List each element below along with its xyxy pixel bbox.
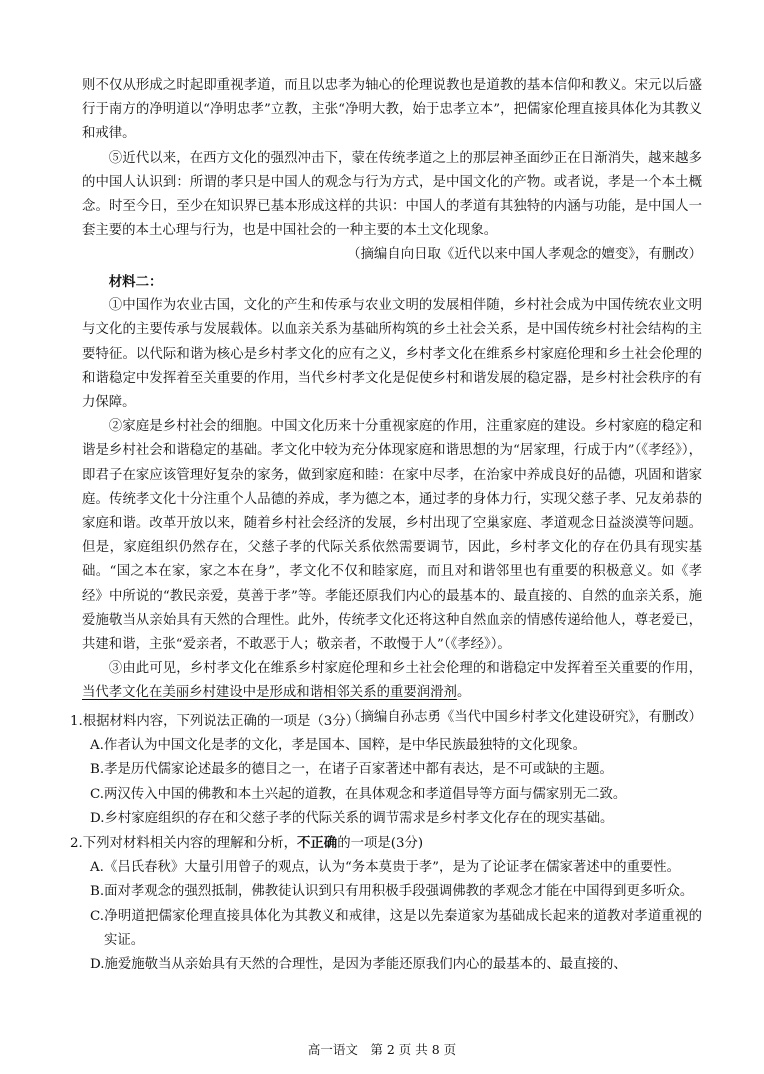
underlined-sentence: 当代孝文化在美丽乡村建设中是形成和谐相邻关系的重要润滑剂 [82,685,457,701]
paragraph-4-continued: 则不仅从形成之时起即重视孝道，而且以忠孝为轴心的伦理说教也是道教的基本信仰和教义。宋元以后盛行于南方的净明道以“净明忠孝”立教，主张“净明大教，始于忠孝立本”，把儒家伦理直接具体化为其教义和戒律。 [82,78,702,142]
option-d[interactable]: D.乡村家庭组织的存在和父慈子孝的代际关系的调节需求是乡村孝文化存在的现实基础。 [90,810,614,826]
stem-text: 2.下列对材料相关内容的理解和分析， [70,836,298,851]
stem-emphasis: 不正确 [297,835,338,851]
source-citation-2: （摘编自孙志勇《当代中国乡村孝文化建设研究》，有删改） [347,709,702,725]
material-two [82,270,702,730]
option-a[interactable]: A.《吕氏春秋》大量引用曾子的观点，认为“务本莫贵于孝”，是为了论证孝在儒家著述中的重要性。 [90,860,681,876]
question-1 [70,710,702,831]
option-a[interactable]: A.作者认为中国文化是孝的文化，孝是国本、国粹，是中华民族最独特的文化现象。 [90,738,586,754]
option-b[interactable]: B.孝是历代儒家论述最多的德目之一，在诸子百家著述中都有表达，是不可或缺的主题。 [90,762,613,778]
option-c[interactable]: C.两汉传入中国的佛教和本土兴起的道教，在具体观念和孝道倡导等方面与儒家别无二致。 [90,786,627,802]
source-citation-1: （摘编自向日取《近代以来中国人孝观念的嬗变》，有删改） [347,247,702,263]
question-stem: 1.根据材料内容，下列说法正确的一项是（3分） [70,714,360,729]
paragraph-3-end: 。 [456,685,471,701]
paragraph-2: ②家庭是乡村社会的细胞。中国文化历来十分重视家庭的作用，注重家庭的建设。乡村家庭的稳定和谐是乡村社会和谐稳定的基础。孝文化中较为充分体现家庭和谐思想的为“居家理，行成于内”（《孝经》），即君子在家应该管理好复杂的家务，做到家庭和睦：在家中尽孝，在治家中养成良好的品德，巩固和谐家庭。传统孝文化十分注重个人品德的养成，孝为德之本，通过孝的身体力行，实现父慈子孝、兄友弟恭的家庭和谐。改革开放以来，随着乡村社会经济的发展，乡村出现了空巢家庭、孝道观念日益淡漠等问题。但是，家庭组织仍然存在，父慈子孝的代际关系依然需要调节，因此，乡村孝文化的存在仍具有现实基础。“国之本在家，家之本在身”，孝文化不仅和睦家庭，而且对和谐邻里也有重要的积极意义。如《孝经》中所说的“教民亲爱，莫善于孝”等。孝能还原我们内心的最基本的、最直接的、自然的血亲关系，施爱施敬当从亲始具有天然的合理性。此外，传统孝文化还将这种自然血亲的情感传递给他人，尊老爱已，共建和谐，主张“爱亲者，不敢恶于人；敬亲者，不敢慢于人”（《孝经》）。 [82,419,702,653]
paragraph-1: ①中国作为农业古国，文化的产生和传承与农业文明的发展相伴随，乡村社会成为中国传统农业文明与文化的主要传承与发展载体。以血亲关系为基础所构筑的乡土社会关系，是中国传统乡村社会结构的主要特征。以代际和谐为核心是乡村孝文化的应有之义，乡村孝文化在维系乡村家庭伦理和乡土社会伦理的和谐稳定中发挥着至关重要的作用，当代乡村孝文化是促使乡村和谐发展的稳定器，是乡村社会秩序的有力保障。 [82,298,702,411]
question-2 [70,831,702,977]
option-b[interactable]: B.面对孝观念的强烈抵制，佛教徒认识到只有用积极手段强调佛教的孝观念才能在中国得到更多听众。 [90,884,694,900]
question-stem [70,831,702,856]
page-footer: 高一语文 第 2 页 共 8 页 [307,1042,457,1057]
paragraph-3 [82,657,702,705]
paragraph-5: ⑤近代以来，在西方文化的强烈冲击下，蒙在传统孝道之上的那层神圣面纱正在日渐消失，越来越多的中国人认识到：所谓的孝只是中国人的观念与行为方式，是中国文化的产物。或者说，孝是一个本土概念。时至今日，至少在知识界已基本形成这样的共识：中国人的孝道有其独特的内涵与功能，是中国人一套主要的本土心理与行为，也是中国社会的一种主要的本土文化现象。 [82,150,702,239]
section-heading: 材料二： [108,274,163,290]
option-d[interactable]: D.施爱施敬当从亲始具有天然的合理性，是因为孝能还原我们内心的最基本的、最直接的、 [90,957,627,973]
stem-score: 的一项是(3分) [337,836,424,851]
material-one-continuation [82,74,702,268]
paragraph-3-text: ③由此可见，乡村孝文化在维系乡村家庭伦理和乡土社会伦理的和谐稳定中发挥着至关重要的作用， [108,661,702,677]
option-c[interactable]: C.净明道把儒家伦理直接具体化为其教义和戒律，这是以先秦道家为基础成长起来的道教对孝道重视的实证。 [90,908,702,948]
